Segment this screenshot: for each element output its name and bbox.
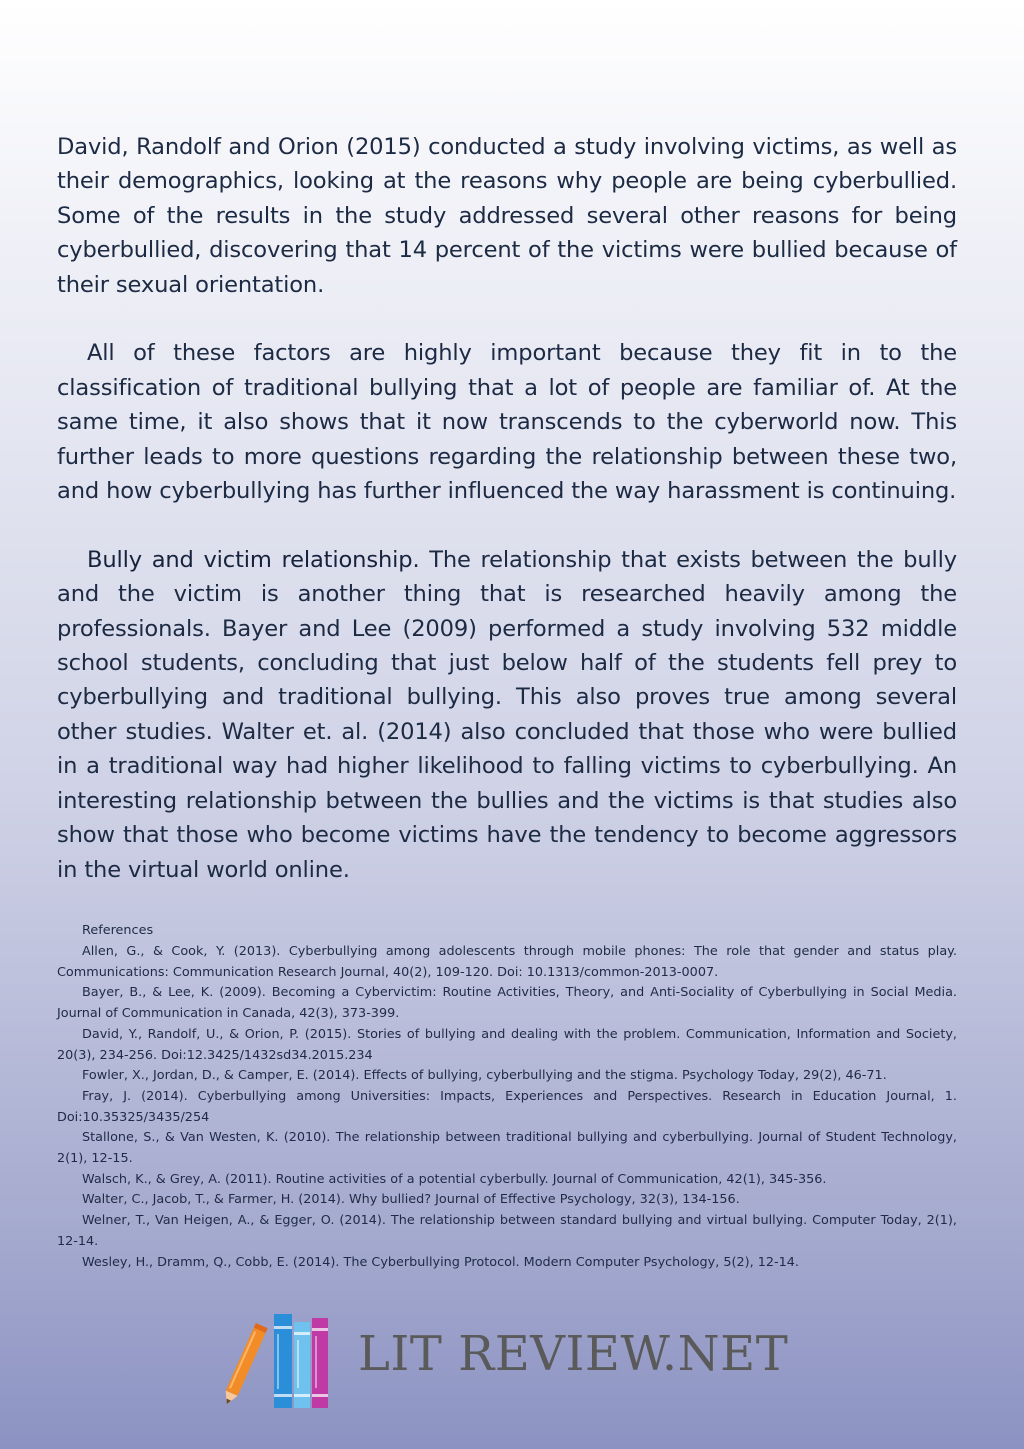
reference-item: David, Y., Randolf, U., & Orion, P. (2015). Stories of bullying and dealing with the problem. Communication, Information and Society, 20(3), 234-256. Doi:12.3425/1432sd34.2015.234 bbox=[57, 1026, 957, 1063]
site-logo bbox=[220, 1312, 789, 1412]
reference-item: Allen, G., & Cook, Y. (2013). Cyberbullying among adolescents through mobile phones: The role that gender and status play. Communications: Communication Research Journal, 40(2), 109-120. Doi: 10.1313/common-2013-0007. bbox=[57, 944, 957, 980]
reference-item: Fowler, X., Jordan, D., & Camper, E. (2014). Effects of bullying, cyberbullying and the stigma. Psychology Today, 29(2), 46-71. bbox=[82, 1068, 887, 1084]
reference-item: Fray, J. (2014). Cyberbullying among Universities: Impacts, Experiences and Perspectives. Research in Education Journal, 1. Doi:10.35325/3435/254 bbox=[57, 1088, 957, 1125]
reference-item: Walter, C., Jacob, T., & Farmer, H. (2014). Why bullied? Journal of Effective Psychology, 32(3), 134-156. bbox=[82, 1192, 740, 1208]
reference-item: Wesley, H., Dramm, Q., Cobb, E. (2014). The Cyberbullying Protocol. Modern Computer Psychology, 5(2), 12-14. bbox=[82, 1254, 799, 1270]
reference-item: Bayer, B., & Lee, K. (2009). Becoming a Cybervictim: Routine Activities, Theory, and Anti-Sociality of Cyberbullying in Social Media. Journal of Communication in Canada, 42(3), 373-399. bbox=[57, 985, 957, 1022]
references-title: References bbox=[82, 923, 154, 939]
paragraph-body: The relationship that exists between the bully and the victim is another thing that is researched heavily among the professionals. Bayer and Lee (2009) performed a study involving 532 middle school students, concluding that just below half of the students fell prey to cyberbullying and traditional bullying. This also proves true among several other studies. Walter et. al. (2014) also concluded that those who were bullied in a traditional way had higher likelihood to falling victims to cyberbullying. An interesting relationship between the bullies and the victims is that studies also show that those who become victims have the tendency to become aggressors in the virtual world online. bbox=[57, 546, 957, 883]
references-section bbox=[57, 921, 957, 1273]
paragraph-bully-victim-relationship bbox=[57, 543, 957, 887]
section-heading: Bully and victim relationship. bbox=[87, 546, 420, 573]
document-body bbox=[57, 130, 957, 1273]
reference-item: Welner, T., Van Heigen, A., & Egger, O. (2014). The relationship between standard bullying and virtual bullying. Computer Today, 2(1), 12-14. bbox=[57, 1213, 957, 1249]
books-and-pencil-icon bbox=[220, 1312, 332, 1412]
logo-text: LIT REVIEW.NET bbox=[358, 1326, 789, 1382]
reference-item: Walsch, K., & Grey, A. (2011). Routine activities of a potential cyberbully. Journal of Communication, 42(1), 345-356. bbox=[82, 1171, 827, 1187]
paragraph-traditional-bullying: All of these factors are highly important because they fit in to the classification of traditional bullying that a lot of people are familiar of. At the same time, it also shows that it now transcends to the cyberworld now. This further leads to more questions regarding the relationship between these two, and how cyberbullying has further influenced the way harassment is continuing. bbox=[57, 340, 957, 505]
reference-item: Stallone, S., & Van Westen, K. (2010). The relationship between traditional bullying and cyberbullying. Journal of Student Technology, 2(1), 12-15. bbox=[57, 1130, 957, 1167]
paragraph-demographics: David, Randolf and Orion (2015) conducted a study involving victims, as well as their demographics, looking at the reasons why people are being cyberbullied. Some of the results in the study addressed several other reasons for being cyberbullied, discovering that 14 percent of the victims were bullied because of their sexual orientation. bbox=[57, 134, 957, 298]
